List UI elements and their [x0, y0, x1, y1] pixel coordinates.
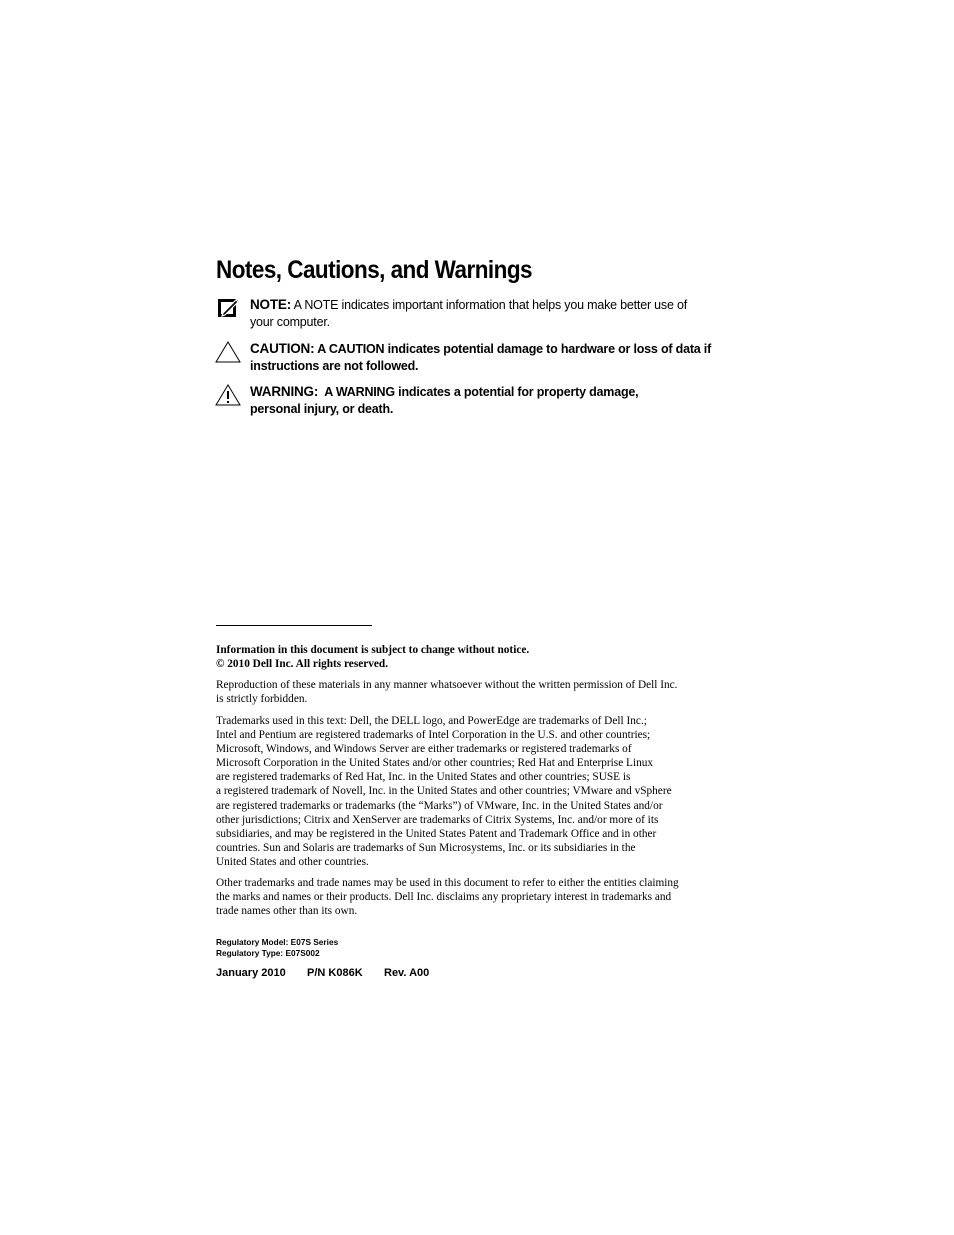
trademarks-line: Microsoft Corporation in the United States and/or other countries; Red Hat and Enterprise Linux — [216, 757, 654, 770]
copyright-text: © 2010 Dell Inc. All rights reserved. — [216, 658, 389, 671]
publication-date: January 2010 — [216, 967, 286, 979]
trademarks-line: are registered trademarks of Red Hat, Inc. in the United States and other countries; SUSE is — [216, 771, 631, 784]
warning-line-1: A WARNING indicates a potential for property damage, — [324, 385, 639, 399]
regulatory-type: Regulatory Type: E07S002 — [216, 948, 320, 958]
trademarks-paragraph — [216, 714, 716, 869]
warning-line-2: personal injury, or death. — [250, 402, 394, 416]
caution-line-2: instructions are not followed. — [250, 359, 419, 373]
reproduction-paragraph — [216, 678, 716, 706]
warning-text — [250, 383, 720, 418]
trademarks-line: countries. Sun and Solaris are trademarks of Sun Microsystems, Inc. or its subsidiaries in the — [216, 841, 636, 854]
caution-line-1: A CAUTION indicates potential damage to hardware or loss of data if — [317, 342, 712, 356]
trademarks-line: subsidiaries, and may be registered in the United States Patent and Trademark Office and in other — [216, 827, 657, 840]
note-pencil-icon — [214, 296, 242, 322]
trademarks-line: a registered trademark of Novell, Inc. in the United States and other countries; VMware and vSphere — [216, 785, 672, 798]
caution-label: CAUTION: — [250, 341, 315, 356]
warning-triangle-icon — [214, 383, 242, 409]
revision: Rev. A00 — [384, 967, 430, 979]
other-trademarks-line: the marks and names or their products. Dell Inc. disclaims any proprietary interest in trademarks and — [216, 891, 672, 904]
page-title: Notes, Cautions, and Warnings — [216, 256, 533, 284]
other-trademarks-line: Other trademarks and trade names may be used in this document to refer to either the entities claiming — [216, 877, 679, 889]
reproduction-line-2: is strictly forbidden. — [216, 693, 308, 706]
trademarks-line: Intel and Pentium are registered trademarks of Intel Corporation in the U.S. and other countries; — [216, 729, 651, 742]
other-trademarks-line: trade names other than its own. — [216, 905, 358, 918]
trademarks-line: Trademarks used in this text: Dell, the DELL logo, and PowerEdge are trademarks of Dell Inc.; — [216, 715, 647, 727]
change-notice-text: Information in this document is subject to change without notice. — [216, 644, 530, 656]
part-number: P/N K086K — [307, 967, 363, 979]
trademarks-line: other jurisdictions; Citrix and XenServer are trademarks of Citrix Systems, Inc. and/or more of its — [216, 813, 659, 826]
copyright-block — [216, 643, 716, 671]
note-text — [250, 296, 720, 331]
note-line-1: A NOTE indicates important information that helps you make better use of — [293, 298, 688, 312]
note-label: NOTE: — [250, 297, 291, 312]
footnote-divider — [216, 625, 372, 626]
trademarks-line: are registered trademarks or trademarks (the “Marks”) of VMware, Inc. in the United States and/or — [216, 799, 663, 812]
trademarks-line: Microsoft, Windows, and Windows Server are either trademarks or registered trademarks of — [216, 743, 632, 756]
note-line-2: your computer. — [250, 315, 330, 329]
reproduction-line-1: Reproduction of these materials in any manner whatsoever without the written permission of Dell Inc. — [216, 679, 678, 691]
warning-label: WARNING: — [250, 384, 319, 399]
other-trademarks-paragraph — [216, 876, 716, 918]
caution-text — [250, 340, 720, 375]
caution-triangle-icon — [214, 340, 242, 366]
regulatory-model: Regulatory Model: E07S Series — [216, 937, 339, 947]
trademarks-line: United States and other countries. — [216, 855, 369, 868]
